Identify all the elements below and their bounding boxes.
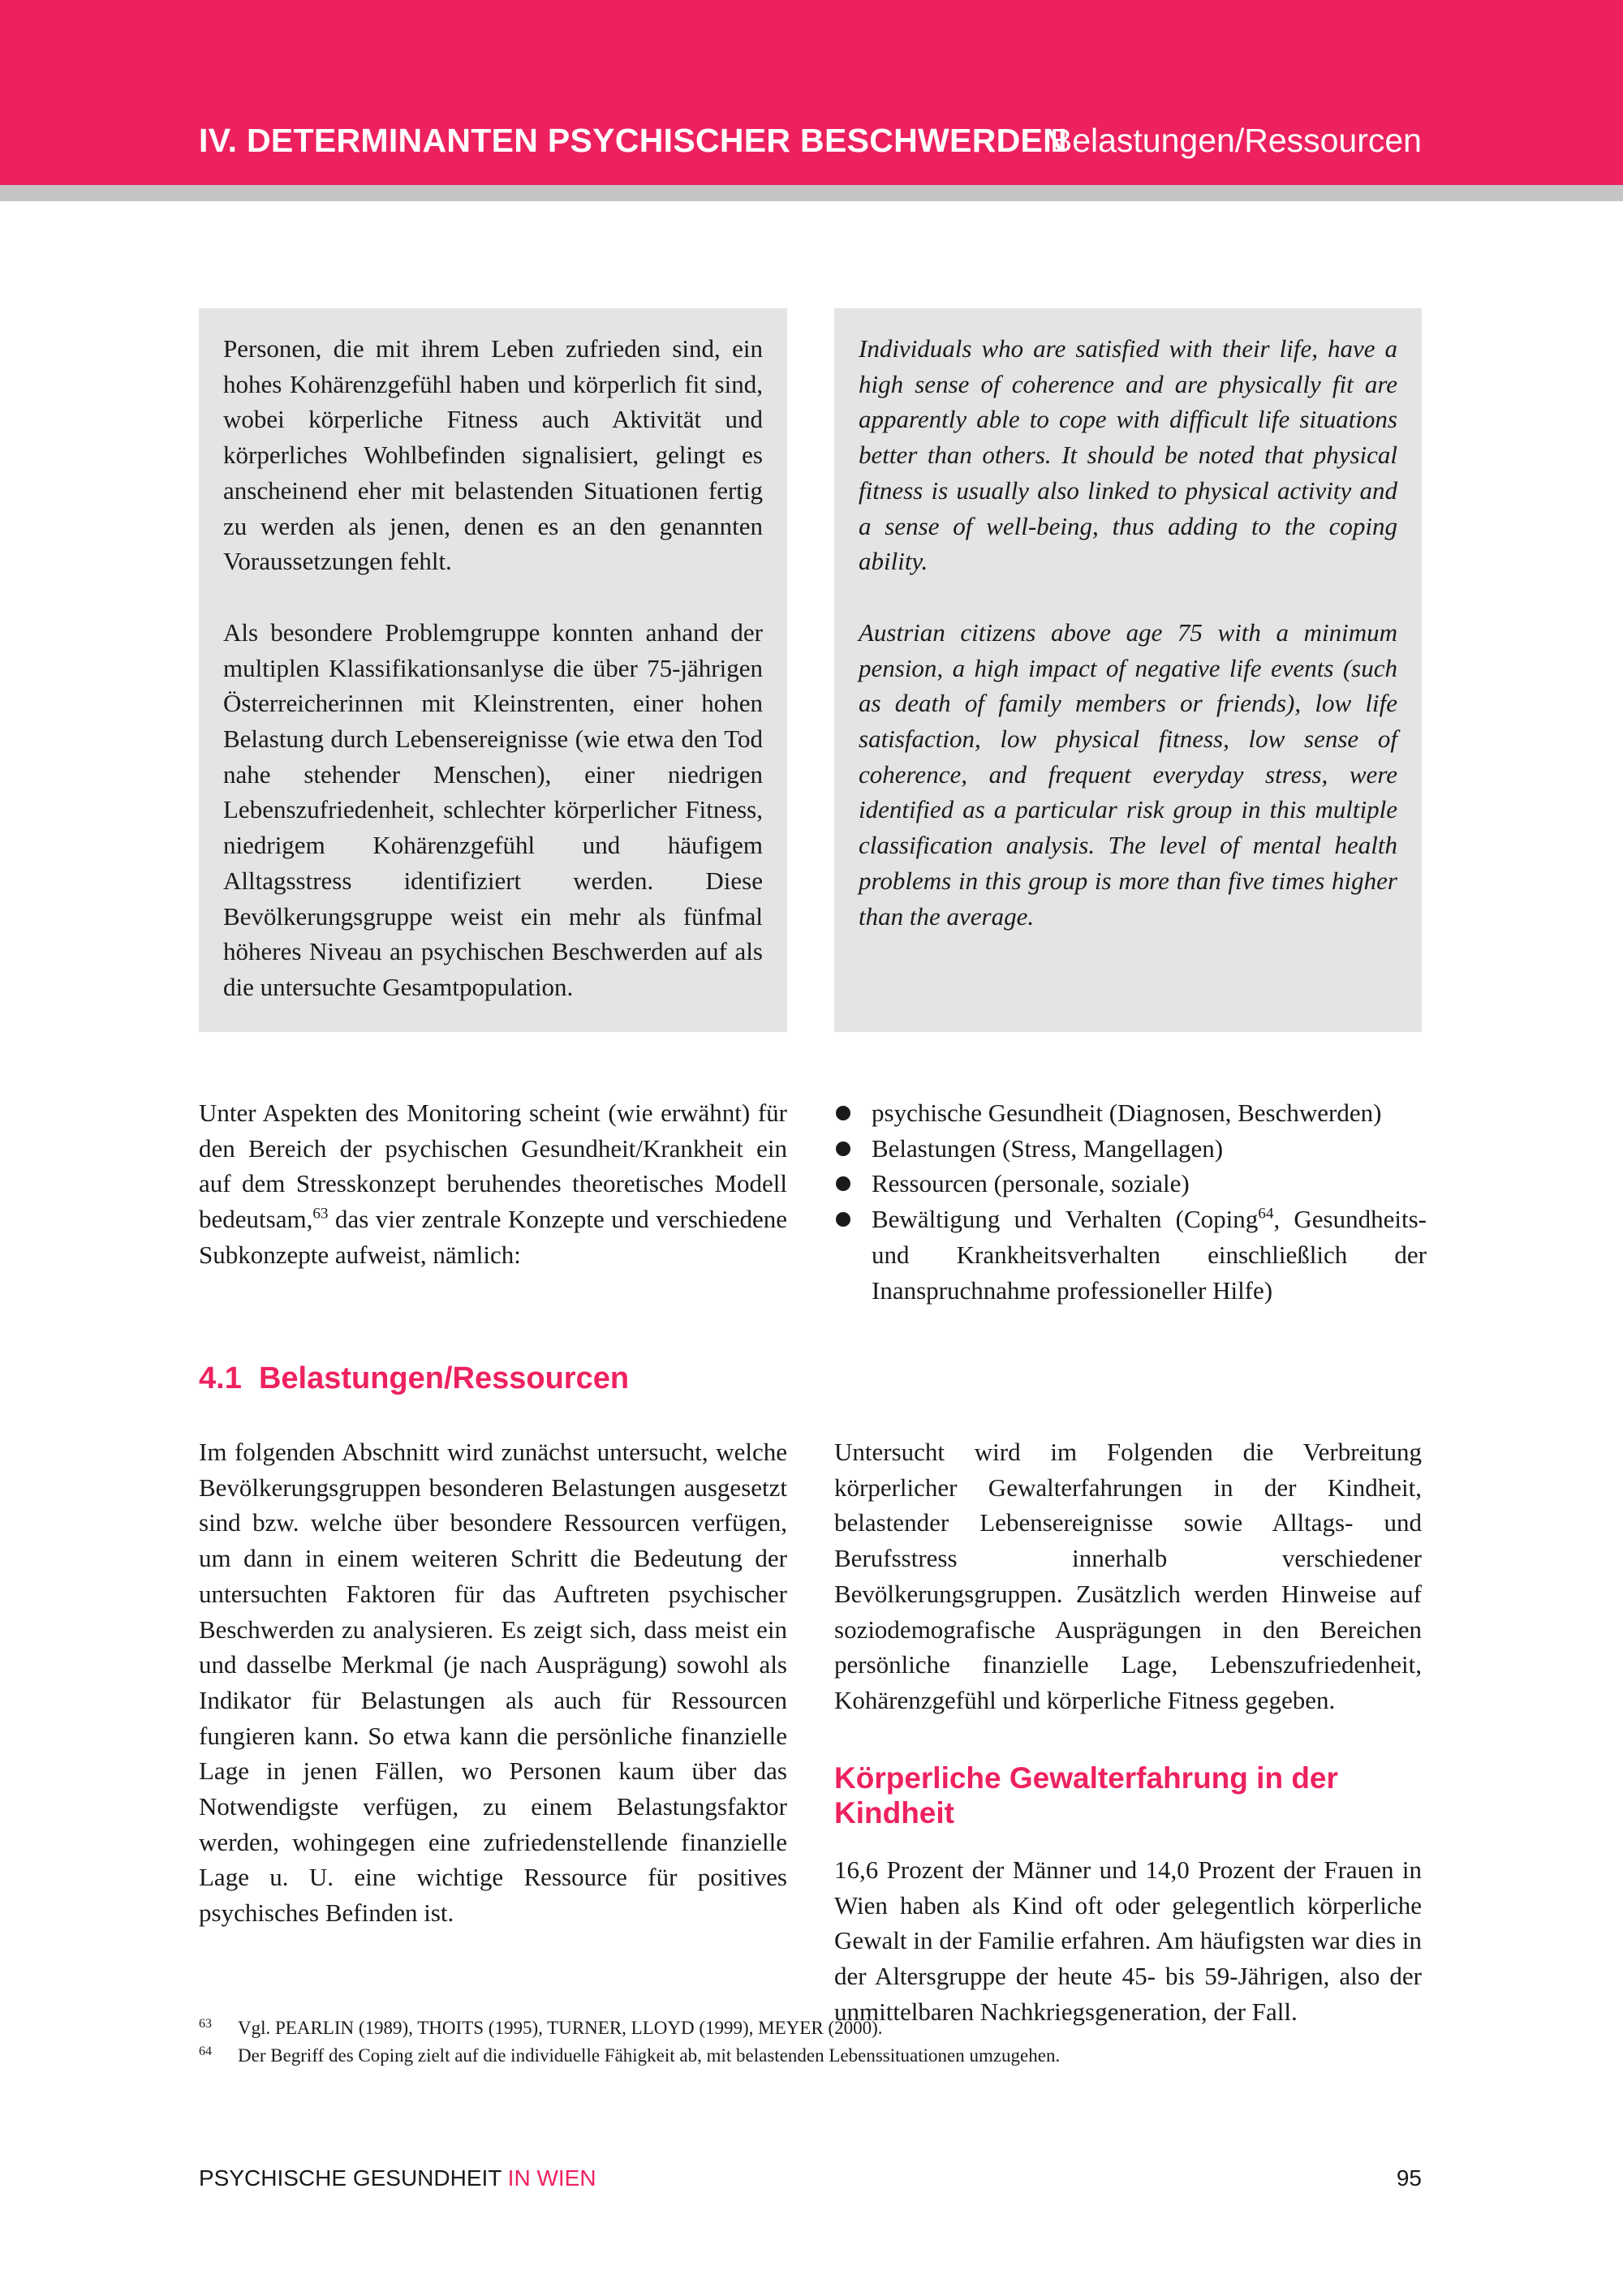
summary-en-paragraph: Austrian citizens above age 75 with a minimum pension, a high impact of negative life events (such as death of family members or friends), low life satisfaction, low physical fitness, low sense of coherence, and frequent everyday stress, were identified as a particular risk group in this multiple classification analysis. The level of mental health problems in this group is more than five times higher than the average. xyxy=(859,617,1397,931)
bullet-icon xyxy=(836,1176,850,1191)
list-item-text-end: , Gesundheits- und Krankheitsverhalten einschließlich der Inanspruchnahme professioneller Hilfe) xyxy=(872,1205,1427,1305)
summary-box-german xyxy=(199,308,787,1032)
footer-title xyxy=(199,2165,596,2191)
list-item-text: Bewältigung und Verhalten (Coping xyxy=(872,1205,1259,1234)
footnote-ref-64[interactable]: 64 xyxy=(1258,1205,1274,1223)
footer-title-main: PSYCHISCHE GESUNDHEIT xyxy=(199,2165,508,2191)
list-item-text: psychische Gesundheit (Diagnosen, Beschwerden) xyxy=(872,1099,1382,1127)
body-paragraph: Im folgenden Abschnitt wird zunächst untersucht, welche Bevölkerungsgruppen besonderen Belastungen ausgesetzt sind bzw. welche über besondere Ressourcen verfügen, um dann in einem weiteren Schritt die Bedeutung der untersuchten Faktoren für das Auftreten psychischer Beschwerden zu analysieren. Es zeigt sich, dass meist ein und dasselbe Merkmal (je nach Ausprägung) sowohl als Indikator für Belastungen als auch für Ressourcen fungieren kann. So etwa kann die persönliche finanzielle Lage in jenen Fällen, wo Personen kaum über das Notwendigste verfügen, zu einem Belastungsfaktor werden, wohingegen eine zufriedenstellende finanzielle Lage u. U. eine wichtige Ressource für positives psychisches Befinden ist. xyxy=(199,1438,787,1928)
footnote xyxy=(199,2042,1422,2070)
intro-text: Unter Aspekten des Monitoring scheint (wie erwähnt) für den Bereich der psychischen Gesundheit/Krankheit ein auf dem Stresskonzept beruhendes theoretisches Modell bedeutsam, xyxy=(199,1099,787,1234)
footnote-ref-63[interactable]: 63 xyxy=(312,1205,329,1223)
body-left-column xyxy=(199,1434,787,1931)
list-item xyxy=(834,1166,1427,1202)
concept-list xyxy=(834,1095,1427,1308)
body-right-column xyxy=(834,1434,1422,2030)
summary-de-paragraph: Personen, die mit ihrem Leben zufrieden sind, ein hohes Kohärenzgefühl haben und körperlich fit sind, wobei körperliche Fitness auch Aktivität und körperliches Wohlbefinden signalisiert, gelingt es anscheinend eher mit belastenden Situationen fertig zu werden als jenen, denen es an den genannten Voraussetzungen fehlt. xyxy=(223,334,763,576)
chapter-title: IV. DETERMINANTEN PSYCHISCHER BESCHWERDEN xyxy=(199,122,1068,159)
footnote-number: 63 xyxy=(199,2017,212,2031)
bullet-icon xyxy=(836,1106,850,1120)
list-item-text: Belastungen (Stress, Mangellagen) xyxy=(872,1133,1224,1163)
footnote-text: Der Begriff des Coping zielt auf die individuelle Fähigkeit ab, mit belastenden Lebenssituationen umzugehen. xyxy=(238,2045,1061,2066)
summary-en-paragraph: Individuals who are satisfied with their life, have a high sense of coherence and are physically fit are apparently able to cope with difficult life situations better than others. It should be noted that physical fitness is usually also linked to physical activity and a sense of well-being, thus adding to the coping ability. xyxy=(859,334,1397,576)
bullet-icon xyxy=(836,1142,850,1156)
summary-de-paragraph: Als besondere Problemgruppe konnten anhand der multiplen Klassifikationsanlyse die über 75-jährigen Österreicherinnen mit Kleinstrenten, einer hohen Belastung durch Lebensereignisse (wie etwa den Tod nahe stehender Menschen), einer niedrigen Lebenszufriedenheit, schlechter körperlicher Fitness, niedrigem Kohärenzgefühl und häufigem Alltagsstress identifiziert werden. Diese Bevölkerungsgruppe weist ein mehr als fünfmal höheres Niveau an psychischen Beschwerden auf als die untersuchte Gesamtpopulation. xyxy=(223,617,763,1001)
intro-column xyxy=(199,1095,787,1273)
footer-title-accent: IN WIEN xyxy=(507,2165,596,2191)
footnotes xyxy=(199,2014,1422,2070)
concept-list-column xyxy=(834,1095,1427,1308)
footnote-number: 64 xyxy=(199,2044,212,2058)
summary-box-english xyxy=(834,308,1422,1032)
body-paragraph: Untersucht wird im Folgenden die Verbreitung körperlicher Gewalterfahrungen in der Kindheit, belastender Lebensereignisse sowie Alltags- und Berufsstress innerhalb verschiedener Bevölkerungsgruppen. Zusätzlich werden Hinweise auf soziodemografische Ausprägungen in den Bereichen persönliche finanzielle Lage, Lebenszufriedenheit, Kohärenzgefühl und körperliche Fitness gegeben. xyxy=(834,1438,1422,1714)
section-heading: 4.1 Belastungen/Ressourcen xyxy=(199,1361,630,1395)
list-item xyxy=(834,1202,1427,1308)
subheading: Körperliche Gewalterfahrung in der Kindheit xyxy=(834,1761,1338,1830)
header-rule xyxy=(0,185,1623,201)
bullet-icon xyxy=(836,1212,850,1227)
section-label: Belastungen/Ressourcen xyxy=(1049,122,1422,159)
page-number: 95 xyxy=(1396,2165,1422,2191)
list-item-text: Ressourcen (personale, soziale) xyxy=(872,1169,1190,1198)
intro-text-end: das vier zentrale Konzepte und verschiedene Subkonzepte aufweist, nämlich: xyxy=(199,1205,787,1269)
footnote-text: Vgl. PEARLIN (1989), THOITS (1995), TURNER, LLOYD (1999), MEYER (2000). xyxy=(238,2018,883,2038)
list-item xyxy=(834,1095,1427,1131)
footnote xyxy=(199,2014,1422,2042)
body-paragraph: 16,6 Prozent der Männer und 14,0 Prozent der Frauen in Wien haben als Kind oft oder gelegentlich körperliche Gewalt in der Familie erfahren. Am häufigsten war dies in der Altersgruppe der heute 45- bis 59-Jährigen, also der unmittelbaren Nachkriegsgeneration, der Fall. xyxy=(834,1855,1422,2026)
list-item xyxy=(834,1131,1427,1167)
intro-paragraph xyxy=(199,1095,787,1273)
